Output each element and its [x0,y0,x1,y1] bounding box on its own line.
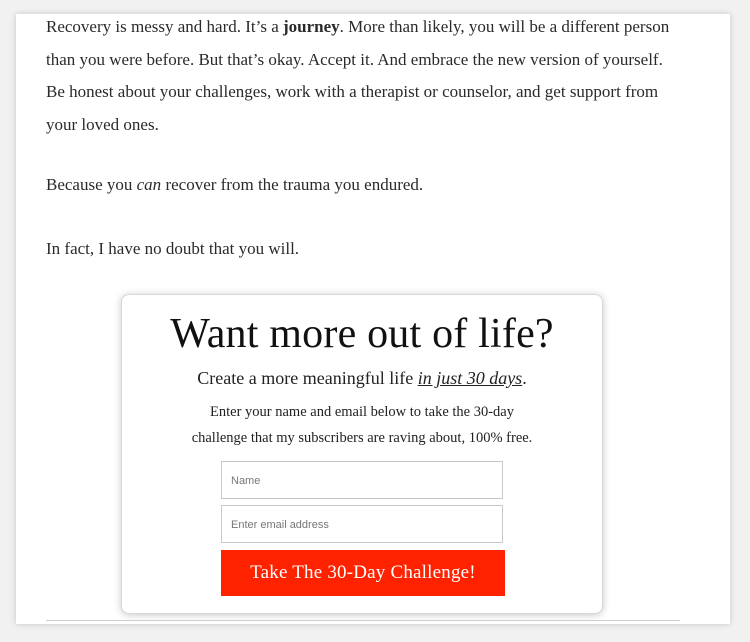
subtitle-period: . [522,368,527,388]
paragraph-recovery [46,14,669,141]
description-line: challenge that my subscribers are raving about, 100% free. [191,430,533,446]
text: . More than likely, you will be a different person [339,17,670,36]
italic-word: can [136,175,162,194]
page-content [16,14,730,624]
text: recover from the trauma you endured. [161,175,424,194]
subtitle-text: Create a more meaningful life [197,368,418,388]
text: Be honest about your challenges, work with a therapist or counselor, and get support from [46,82,659,101]
text: your loved ones. [46,114,159,134]
email-field[interactable]: Enter email address [221,505,503,543]
name-field[interactable]: Name [221,461,503,499]
text: than you were before. But that’s okay. Accept it. And embrace the new version of yourself. [46,49,663,69]
paragraph-can-recover [46,169,423,202]
divider [46,620,680,621]
optin-description [162,399,562,451]
text: Recovery is messy and hard. It’s a [46,17,283,36]
text: Because you [46,175,137,194]
take-challenge-button[interactable]: Take The 30-Day Challenge! [221,550,505,596]
optin-subtitle [122,365,602,391]
optin-title: Want more out of life? [170,311,554,357]
optin-box [121,294,603,614]
bold-word: journey [283,17,340,36]
paragraph-no-doubt: In fact, I have no doubt that you will. [46,239,300,258]
subtitle-emphasis: in just 30 days [417,368,523,388]
description-line: Enter your name and email below to take the 30-day [210,404,514,420]
